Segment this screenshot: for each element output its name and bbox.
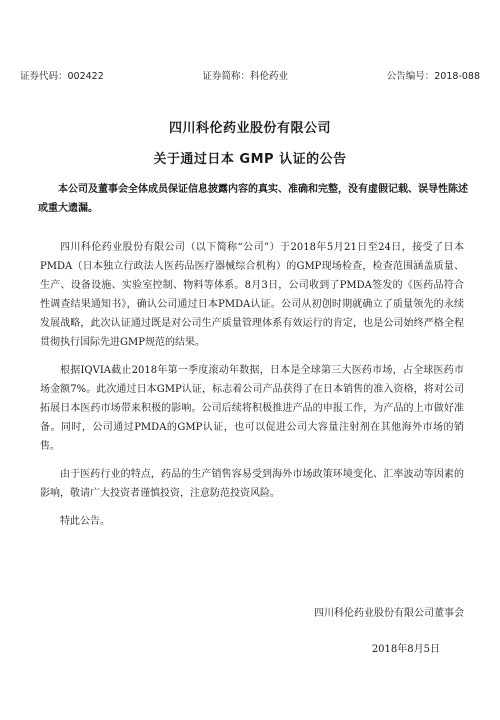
body-paragraph: 四川科伦药业股份有限公司（以下简称“公司”）于2018年5月21日至24日，接受了日本PMDA（日本独立行政法人医药品医疗器械综合机构）的GMP现场检查，检查范围涵盖质量、生产、设备设施、实验室控制、物料等体系。8月3日，公司收到了PMDA签发的《医药品符合性调查结果通知书》，确认公司通过日本PMDA认证。公司从初创时期就确立了质量领先的永续发展战略，此次认证通过既是对公司生产质量管理体系有效运行的肯定，也是公司始终严格全程贯彻执行国际先进GMP规范的结果。 (40, 242, 464, 348)
announcement-body (40, 238, 464, 540)
body-paragraph: 由于医药行业的特点，药品的生产销售容易受到海外市场政策环境变化、汇率波动等因素的影响，敬请广大投资者谨慎投资，注意防范投资风险。 (40, 469, 464, 499)
closing-line: 特此公告。 (60, 516, 110, 527)
announcement-number: 公告编号：2018-088 (386, 71, 480, 82)
company-title: 四川科伦药业股份有限公司 (168, 121, 331, 136)
announcement-date: 2018年8月5日 (371, 644, 440, 655)
stock-code: 证券代码：002422 (20, 71, 104, 82)
board-signature: 四川科伦药业股份有限公司董事会 (314, 608, 464, 619)
body-paragraph: 根据IQVIA截止2018年第一季度滚动年数据，日本是全球第三大医药市场，占全球医药市场金额7%。此次通过日本GMP认证，标志着公司产品获得了在日本销售的准入资格，将对公司拓展日本医药市场带来积极的影响。公司后续将积极推进产品的申报工作，为产品的上市做好准备。同时，公司通过PMDA的GMP认证，也可以促进公司大容量注射剂在其他海外市场的销售。 (40, 365, 464, 452)
header-line (20, 68, 480, 82)
stock-name: 证券简称：科伦药业 (202, 71, 289, 82)
disclosure-notice: 本公司及董事会全体成员保证信息披露内容的真实、准确和完整，没有虚假记载、误导性陈述或重大遗漏。 (38, 184, 468, 214)
document-title: 关于通过日本 GMP 认证的公告 (153, 152, 347, 167)
